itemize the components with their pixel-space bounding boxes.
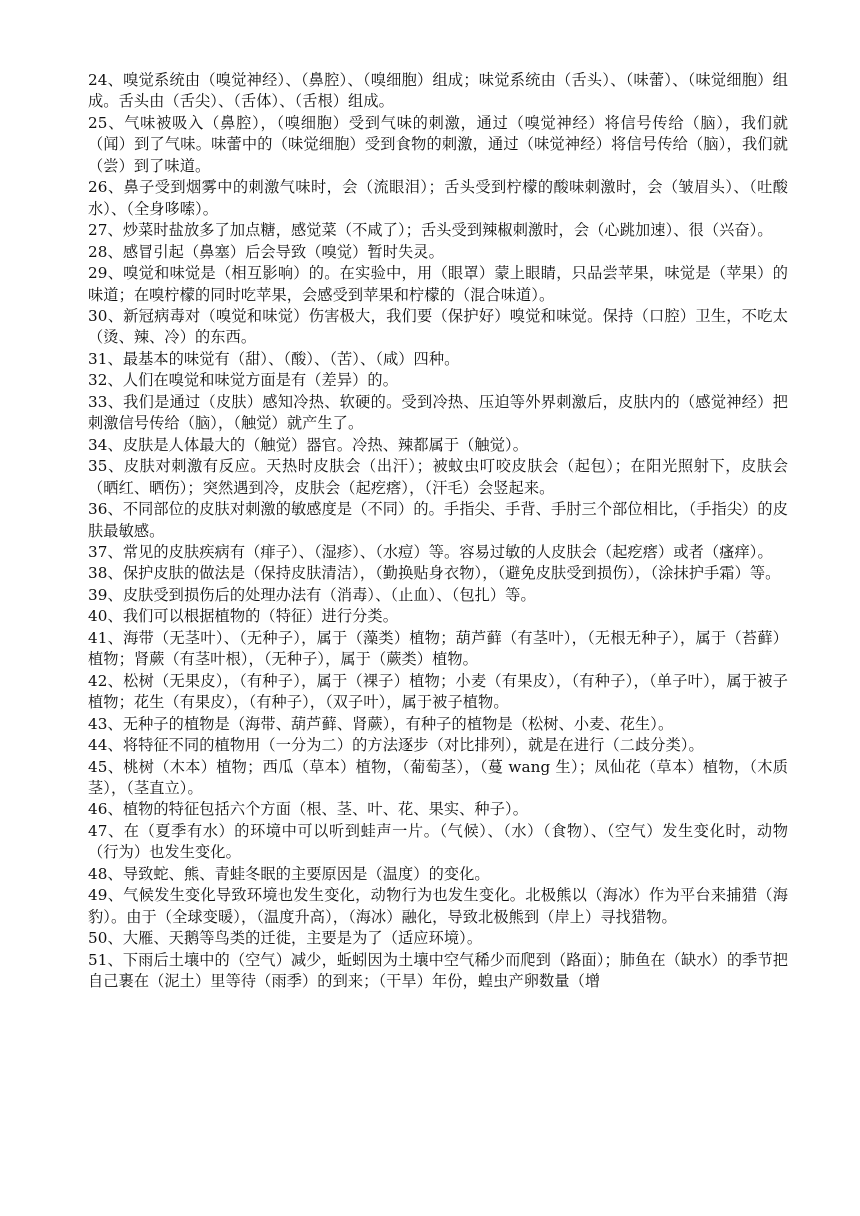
item-26: 26、鼻子受到烟雾中的刺激气味时，会（流眼泪）；舌头受到柠檬的酸味刺激时，会（皱眉头）、（吐酸水）、（全身哆嗦）。 xyxy=(88,178,788,218)
item-32: 32、人们在嗅觉和味觉方面是有（差异）的。 xyxy=(88,371,398,390)
item-27: 27、炒菜时盐放多了加点糖，感觉菜（不咸了）；舌头受到辣椒刺激时，会（心跳加速）、很（兴奋）。 xyxy=(88,221,773,240)
item-50: 50、大雁、天鹅等鸟类的迁徙，主要是为了（适应环境）。 xyxy=(88,929,483,948)
item-49: 49、气候发生变化导致环境也发生变化，动物行为也发生变化。北极熊以（海冰）作为平台来捕猎（海豹）。由于（全球变暖），（温度升高），（海冰）融化，导致北极熊到（岸上）寻找猎物。 xyxy=(88,886,788,926)
item-24: 24、嗅觉系统由（嗅觉神经）、（鼻腔）、（嗅细胞）组成；味觉系统由（舌头）、（味蕾）、（味觉细胞）组成。舌头由（舌尖）、（舌体）、（舌根）组成。 xyxy=(88,71,788,111)
item-38: 38、保护皮肤的做法是（保持皮肤清洁），（勤换贴身衣物），（避免皮肤受到损伤），（涂抹护手霜）等。 xyxy=(88,564,781,583)
item-37: 37、常见的皮肤疾病有（痱子）、（湿疹）、（水痘）等。容易过敏的人皮肤会（起疙瘩）或者（瘙痒）。 xyxy=(88,542,773,561)
item-39: 39、皮肤受到损伤后的处理办法有（消毒）、（止血）、（包扎）等。 xyxy=(88,585,536,604)
document-page xyxy=(88,70,788,992)
item-28: 28、感冒引起（鼻塞）后会导致（嗅觉）暂时失灵。 xyxy=(88,242,444,261)
item-34: 34、皮肤是人体最大的（触觉）器官。冷热、辣都属于（触觉）。 xyxy=(88,435,528,454)
item-45: 45、桃树（木本）植物；西瓜（草本）植物，（葡萄茎），（蔓 wang 生）；凤仙花（草本）植物，（木质茎），（茎直立）。 xyxy=(88,757,788,797)
item-35: 35、皮肤对刺激有反应。天热时皮肤会（出汗）；被蚊虫叮咬皮肤会（起包）；在阳光照射下，皮肤会（晒红、晒伤）；突然遇到冷，皮肤会（起疙瘩），（汗毛）会竖起来。 xyxy=(88,457,788,497)
item-40: 40、我们可以根据植物的（特征）进行分类。 xyxy=(88,607,398,626)
item-25: 25、气味被吸入（鼻腔），（嗅细胞）受到气味的刺激，通过（嗅觉神经）将信号传给（脑），我们就（闻）到了气味。味蕾中的（味觉细胞）受到食物的刺激，通过（味觉神经）将信号传给（脑），我们就（尝）到了味道。 xyxy=(88,113,788,175)
item-44: 44、将特征不同的植物用（一分为二）的方法逐步（对比排列），就是在进行（二歧分类）。 xyxy=(88,736,704,755)
item-42: 42、松树（无果皮），（有种子），属于（裸子）植物；小麦（有果皮），（有种子），（单子叶），属于被子植物；花生（有果皮），（有种子），（双子叶），属于被子植物。 xyxy=(88,671,788,712)
item-36: 36、不同部位的皮肤对刺激的敏感度是（不同）的。手指尖、手背、手肘三个部位相比，（手指尖）的皮肤最敏感。 xyxy=(88,500,788,540)
item-33: 33、我们是通过（皮肤）感知冷热、软硬的。受到冷热、压迫等外界刺激后，皮肤内的（感觉神经）把刺激信号传给（脑），（触觉）就产生了。 xyxy=(88,392,788,433)
item-31: 31、最基本的味觉有（甜）、（酸）、（苦）、（咸）四种。 xyxy=(88,349,460,368)
item-46: 46、植物的特征包括六个方面（根、茎、叶、花、果实、种子）。 xyxy=(88,800,528,819)
item-41: 41、海带（无茎叶）、（无种子），属于（藻类）植物；葫芦藓（有茎叶），（无根无种子），属于（苔藓）植物；肾蕨（有茎叶根），（无种子），属于（蕨类）植物。 xyxy=(88,628,788,669)
item-51: 51、下雨后土壤中的（空气）减少，蚯蚓因为土壤中空气稀少而爬到（路面）；肺鱼在（缺水）的季节把自己裹在（泥土）里等待（雨季）的到来；（干旱）年份，蝗虫产卵数量（增 xyxy=(88,950,788,991)
item-48: 48、导致蛇、熊、青蛙冬眠的主要原因是（温度）的变化。 xyxy=(88,864,490,883)
item-47: 47、在（夏季有水）的环境中可以听到蛙声一片。（气候）、（水）（食物）、（空气）发生变化时，动物（行为）也发生变化。 xyxy=(88,821,788,862)
item-43: 43、无种子的植物是（海带、葫芦藓、肾蕨），有种子的植物是（松树、小麦、花生）。 xyxy=(88,714,674,733)
item-29: 29、嗅觉和味觉是（相互影响）的。在实验中，用（眼罩）蒙上眼睛，只品尝苹果，味觉是（苹果）的味道；在嗅柠檬的同时吃苹果，会感受到苹果和柠檬的（混合味道）。 xyxy=(88,264,788,304)
item-30: 30、新冠病毒对（嗅觉和味觉）伤害极大，我们要（保护好）嗅觉和味觉。保持（口腔）卫生，不吃太（烫、辣、冷）的东西。 xyxy=(88,306,788,347)
